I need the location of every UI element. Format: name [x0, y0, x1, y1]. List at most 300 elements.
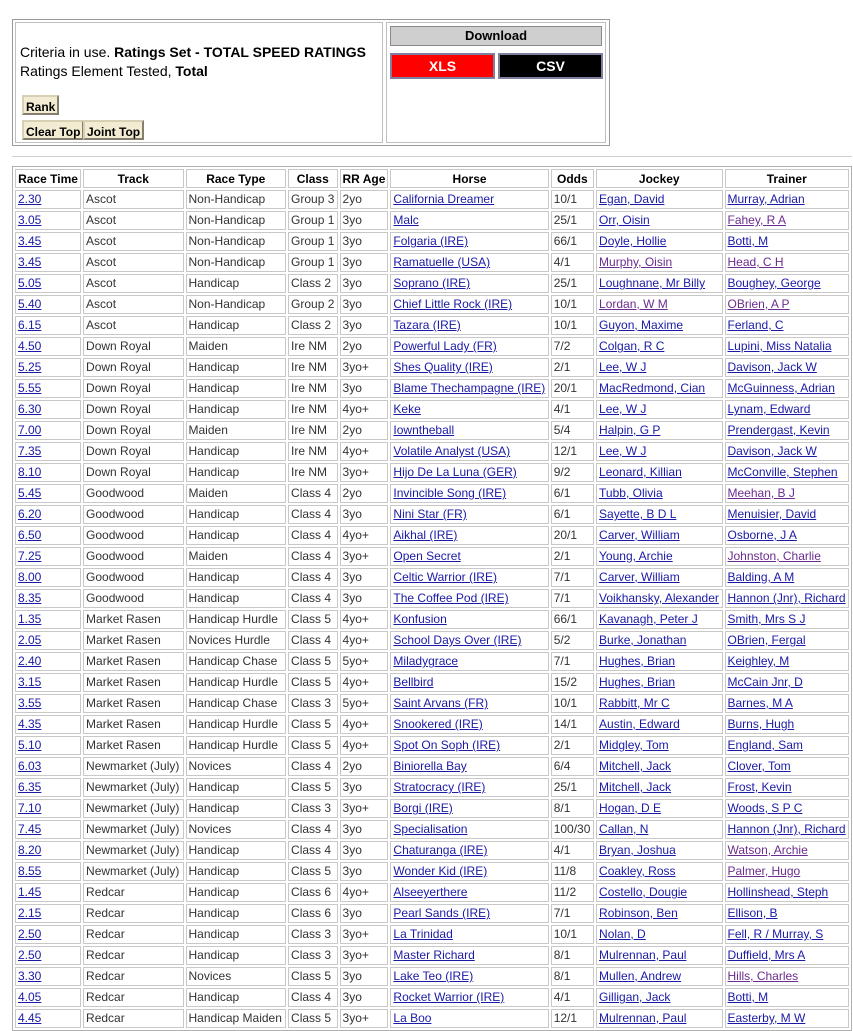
race-type-cell: Handicap — [186, 568, 287, 587]
trainer-link[interactable]: Meehan, B J — [727, 486, 795, 500]
horse-link[interactable]: La Boo — [393, 1011, 432, 1025]
trainer-link[interactable]: OBrien, Fergal — [727, 633, 806, 647]
horse-link[interactable]: Wonder Kid (IRE) — [393, 864, 488, 878]
jockey-link[interactable]: Mullen, Andrew — [599, 969, 682, 983]
age-cell: 3yo — [340, 820, 389, 839]
jockey-cell — [596, 904, 722, 923]
results-body — [15, 190, 849, 1028]
track-cell: Market Rasen — [83, 610, 183, 629]
jockey-cell — [596, 988, 722, 1007]
race-time-link[interactable]: 8.20 — [18, 843, 42, 857]
jockey-link[interactable]: Robinson, Ben — [599, 906, 678, 920]
age-cell: 4yo+ — [340, 610, 389, 629]
race-time-link[interactable]: 5.10 — [18, 738, 42, 752]
horse-link[interactable]: Stratocracy (IRE) — [393, 780, 486, 794]
age-cell: 3yo — [340, 211, 389, 230]
race-time-link[interactable]: 8.10 — [18, 465, 42, 479]
trainer-link[interactable]: Prendergast, Kevin — [727, 423, 830, 437]
horse-cell — [390, 505, 548, 524]
horse-cell — [390, 778, 548, 797]
horse-link[interactable]: California Dreamer — [393, 192, 495, 206]
age-cell: 3yo — [340, 967, 389, 986]
jockey-link[interactable]: Mulrennan, Paul — [599, 1011, 687, 1025]
trainer-link[interactable]: Osborne, J A — [727, 528, 797, 542]
track-cell: Ascot — [83, 295, 183, 314]
race-time-link[interactable]: 3.45 — [18, 234, 42, 248]
horse-cell — [390, 631, 548, 650]
class-cell: Class 4 — [288, 841, 337, 860]
jockey-link[interactable]: Rabbitt, Mr C — [599, 696, 670, 710]
track-cell: Down Royal — [83, 379, 183, 398]
table-row — [15, 778, 849, 797]
race-time-link[interactable]: 7.45 — [18, 822, 42, 836]
trainer-cell — [725, 778, 850, 797]
race-time-link[interactable]: 4.05 — [18, 990, 42, 1004]
age-cell: 3yo — [340, 841, 389, 860]
trainer-link[interactable]: Murray, Adrian — [727, 192, 805, 206]
horse-link[interactable]: Chaturanga (IRE) — [393, 843, 488, 857]
race-time-link[interactable]: 7.25 — [18, 549, 42, 563]
header-race-time[interactable]: Race Time — [15, 169, 81, 188]
trainer-link[interactable]: Botti, M — [727, 234, 769, 248]
class-cell: Ire NM — [288, 379, 337, 398]
jockey-link[interactable]: Austin, Edward — [599, 717, 680, 731]
race-type-cell: Handicap — [186, 778, 287, 797]
table-row — [15, 274, 849, 293]
trainer-link[interactable]: Botti, M — [727, 990, 769, 1004]
odds-cell: 10/1 — [551, 694, 594, 713]
jockey-cell — [596, 505, 722, 524]
horse-link[interactable]: Celtic Warrior (IRE) — [393, 570, 497, 584]
race-time-link[interactable]: 3.15 — [18, 675, 42, 689]
trainer-link[interactable]: Burns, Hugh — [727, 717, 795, 731]
odds-cell: 7/1 — [551, 568, 594, 587]
horse-cell — [390, 190, 548, 209]
odds-cell: 100/30 — [551, 820, 594, 839]
trainer-cell — [725, 715, 850, 734]
horse-link[interactable]: Master Richard — [393, 948, 475, 962]
age-cell: 3yo — [340, 379, 389, 398]
jockey-cell — [596, 568, 722, 587]
trainer-link[interactable]: Smith, Mrs S J — [727, 612, 806, 626]
jockey-link[interactable]: MacRedmond, Cian — [599, 381, 706, 395]
race-time-cell — [15, 652, 81, 671]
jockey-link[interactable]: Midgley, Tom — [599, 738, 669, 752]
trainer-link[interactable]: Balding, A M — [727, 570, 795, 584]
trainer-link[interactable]: Lupini, Miss Natalia — [727, 339, 832, 353]
race-time-link[interactable]: 2.50 — [18, 927, 42, 941]
horse-link[interactable]: La Trinidad — [393, 927, 453, 941]
race-type-cell: Handicap — [186, 988, 287, 1007]
trainer-link[interactable]: Hills, Charles — [727, 969, 799, 983]
jockey-cell — [596, 883, 722, 902]
jockey-link[interactable]: Young, Archie — [599, 549, 673, 563]
horse-link[interactable]: Ramatuelle (USA) — [393, 255, 491, 269]
jockey-link[interactable]: Guyon, Maxime — [599, 318, 684, 332]
race-time-link[interactable]: 3.45 — [18, 255, 42, 269]
horse-link[interactable]: Aikhal (IRE) — [393, 528, 458, 542]
jockey-link[interactable]: Voikhansky, Alexander — [599, 591, 719, 605]
trainer-link[interactable]: Fell, R / Murray, S — [727, 927, 824, 941]
trainer-link[interactable]: Duffield, Mrs A — [727, 948, 806, 962]
trainer-link[interactable]: Davison, Jack W — [727, 444, 817, 458]
trainer-link[interactable]: McGuinness, Adrian — [727, 381, 835, 395]
horse-link[interactable]: Bellbird — [393, 675, 434, 689]
race-type-cell: Handicap — [186, 316, 287, 335]
trainer-cell — [725, 421, 850, 440]
race-time-link[interactable]: 3.55 — [18, 696, 42, 710]
race-time-link[interactable]: 6.30 — [18, 402, 42, 416]
trainer-link[interactable]: Keighley, M — [727, 654, 790, 668]
horse-cell — [390, 988, 548, 1007]
horse-link[interactable]: Iowntheball — [393, 423, 455, 437]
class-cell: Class 6 — [288, 883, 337, 902]
track-cell: Redcar — [83, 883, 183, 902]
jockey-link[interactable]: Loughnane, Mr Billy — [599, 276, 706, 290]
age-cell: 2yo — [340, 484, 389, 503]
race-time-cell — [15, 337, 81, 356]
race-time-link[interactable]: 2.15 — [18, 906, 42, 920]
race-type-cell: Handicap Chase — [186, 694, 287, 713]
horse-cell — [390, 841, 548, 860]
horse-link[interactable]: Specialisation — [393, 822, 468, 836]
race-time-cell — [15, 862, 81, 881]
race-time-link[interactable]: 7.35 — [18, 444, 42, 458]
horse-link[interactable]: Biniorella Bay — [393, 759, 467, 773]
class-cell: Ire NM — [288, 400, 337, 419]
trainer-cell — [725, 526, 850, 545]
age-cell: 2yo — [340, 190, 389, 209]
age-cell: 3yo — [340, 253, 389, 272]
header-jockey[interactable]: Jockey — [596, 169, 722, 188]
horse-link[interactable]: Saint Arvans (FR) — [393, 696, 489, 710]
trainer-link[interactable]: England, Sam — [727, 738, 803, 752]
table-row — [15, 505, 849, 524]
horse-link[interactable]: The Coffee Pod (IRE) — [393, 591, 509, 605]
jockey-link[interactable]: Hughes, Brian — [599, 675, 676, 689]
odds-cell: 6/4 — [551, 757, 594, 776]
race-type-cell: Handicap — [186, 589, 287, 608]
trainer-cell — [725, 694, 850, 713]
class-cell: Group 3 — [288, 190, 337, 209]
jockey-link[interactable]: Lee, W J — [599, 360, 647, 374]
table-row — [15, 988, 849, 1007]
jockey-cell — [596, 1009, 722, 1028]
race-time-link[interactable]: 5.40 — [18, 297, 42, 311]
race-time-link[interactable]: 8.35 — [18, 591, 42, 605]
horse-link[interactable]: Rocket Warrior (IRE) — [393, 990, 505, 1004]
horse-link[interactable]: Chief Little Rock (IRE) — [393, 297, 513, 311]
horse-link[interactable]: Borgi (IRE) — [393, 801, 453, 815]
class-cell: Class 3 — [288, 925, 337, 944]
race-time-link[interactable]: 5.25 — [18, 360, 42, 374]
table-row — [15, 484, 849, 503]
header-rr-age[interactable]: RR Age — [340, 169, 389, 188]
jockey-cell — [596, 337, 722, 356]
trainer-link[interactable]: McCain Jnr, D — [727, 675, 803, 689]
race-type-cell: Handicap Maiden — [186, 1009, 287, 1028]
jockey-link[interactable]: Nolan, D — [599, 927, 646, 941]
horse-link[interactable]: Alseeyerthere — [393, 885, 468, 899]
jockey-link[interactable]: Costello, Dougie — [599, 885, 688, 899]
race-time-link[interactable]: 6.03 — [18, 759, 42, 773]
horse-cell — [390, 967, 548, 986]
race-time-cell — [15, 568, 81, 587]
jockey-link[interactable]: Tubb, Olivia — [599, 486, 663, 500]
jockey-link[interactable]: Halpin, G P — [599, 423, 661, 437]
horse-link[interactable]: Blame Thechampagne (IRE) — [393, 381, 546, 395]
trainer-cell — [725, 1009, 850, 1028]
race-time-link[interactable]: 4.35 — [18, 717, 42, 731]
race-time-link[interactable]: 3.30 — [18, 969, 42, 983]
jockey-link[interactable]: Carver, William — [599, 570, 680, 584]
race-time-cell — [15, 526, 81, 545]
trainer-link[interactable]: Palmer, Hugo — [727, 864, 801, 878]
race-time-link[interactable]: 4.45 — [18, 1011, 42, 1025]
horse-link[interactable]: Shes Quality (IRE) — [393, 360, 493, 374]
odds-cell: 66/1 — [551, 232, 594, 251]
trainer-cell — [725, 253, 850, 272]
horse-link[interactable]: Volatile Analyst (USA) — [393, 444, 511, 458]
trainer-link[interactable]: Menuisier, David — [727, 507, 817, 521]
table-row — [15, 463, 849, 482]
race-time-link[interactable]: 5.05 — [18, 276, 42, 290]
horse-link[interactable]: Malc — [393, 213, 419, 227]
horse-link[interactable]: Folgaria (IRE) — [393, 234, 469, 248]
trainer-cell — [725, 967, 850, 986]
trainer-link[interactable]: Lynam, Edward — [727, 402, 811, 416]
joint-top-button[interactable]: Joint Top — [83, 120, 144, 140]
odds-cell: 25/1 — [551, 211, 594, 230]
trainer-cell — [725, 946, 850, 965]
header-trainer[interactable]: Trainer — [725, 169, 850, 188]
horse-link[interactable]: Miladygrace — [393, 654, 459, 668]
trainer-link[interactable]: Clover, Tom — [727, 759, 791, 773]
jockey-link[interactable]: Bryan, Joshua — [599, 843, 676, 857]
horse-cell — [390, 820, 548, 839]
race-time-link[interactable]: 2.40 — [18, 654, 42, 668]
track-cell: Ascot — [83, 253, 183, 272]
trainer-cell — [725, 400, 850, 419]
race-time-link[interactable]: 5.45 — [18, 486, 42, 500]
trainer-link[interactable]: Woods, S P C — [727, 801, 803, 815]
results-table — [12, 166, 852, 1031]
jockey-link[interactable]: Coakley, Ross — [599, 864, 676, 878]
trainer-link[interactable]: OBrien, A P — [727, 297, 790, 311]
jockey-link[interactable]: Mulrennan, Paul — [599, 948, 687, 962]
race-time-link[interactable]: 2.05 — [18, 633, 42, 647]
race-time-link[interactable]: 5.55 — [18, 381, 42, 395]
horse-cell — [390, 694, 548, 713]
horse-link[interactable]: Keke — [393, 402, 421, 416]
race-time-link[interactable]: 6.20 — [18, 507, 42, 521]
horse-link[interactable]: Nini Star (FR) — [393, 507, 467, 521]
jockey-cell — [596, 442, 722, 461]
trainer-cell — [725, 610, 850, 629]
trainer-link[interactable]: Davison, Jack W — [727, 360, 817, 374]
horse-cell — [390, 274, 548, 293]
trainer-link[interactable]: Watson, Archie — [727, 843, 808, 857]
jockey-cell — [596, 589, 722, 608]
table-row — [15, 673, 849, 692]
track-cell: Goodwood — [83, 484, 183, 503]
horse-cell — [390, 652, 548, 671]
table-row — [15, 736, 849, 755]
horse-cell — [390, 463, 548, 482]
jockey-link[interactable]: Burke, Jonathan — [599, 633, 687, 647]
horse-cell — [390, 295, 548, 314]
jockey-cell — [596, 253, 722, 272]
horse-link[interactable]: Pearl Sands (IRE) — [393, 906, 491, 920]
jockey-cell — [596, 547, 722, 566]
jockey-link[interactable]: Gilligan, Jack — [599, 990, 671, 1004]
horse-cell — [390, 673, 548, 692]
jockey-link[interactable]: Leonard, Killian — [599, 465, 682, 479]
age-cell: 3yo — [340, 904, 389, 923]
trainer-link[interactable]: Barnes, M A — [727, 696, 793, 710]
xls-download-button[interactable]: XLS — [390, 53, 495, 79]
jockey-cell — [596, 673, 722, 692]
race-time-link[interactable]: 4.50 — [18, 339, 42, 353]
trainer-link[interactable]: Ferland, C — [727, 318, 784, 332]
race-time-link[interactable]: 6.15 — [18, 318, 42, 332]
age-cell: 3yo — [340, 589, 389, 608]
track-cell: Market Rasen — [83, 736, 183, 755]
table-row — [15, 946, 849, 965]
jockey-cell — [596, 946, 722, 965]
jockey-link[interactable]: Lee, W J — [599, 444, 647, 458]
jockey-link[interactable]: Doyle, Hollie — [599, 234, 667, 248]
horse-link[interactable]: Invincible Song (IRE) — [393, 486, 507, 500]
trainer-link[interactable]: Johnston, Charlie — [727, 549, 821, 563]
header-race-type[interactable]: Race Type — [186, 169, 287, 188]
horse-cell — [390, 358, 548, 377]
trainer-cell — [725, 589, 850, 608]
race-time-link[interactable]: 1.35 — [18, 612, 42, 626]
jockey-link[interactable]: Carver, William — [599, 528, 680, 542]
jockey-link[interactable]: Egan, David — [599, 192, 665, 206]
race-type-cell: Handicap Hurdle — [186, 673, 287, 692]
horse-link[interactable]: Tazara (IRE) — [393, 318, 461, 332]
csv-download-button[interactable]: CSV — [498, 53, 603, 79]
race-time-cell — [15, 421, 81, 440]
trainer-link[interactable]: McConville, Stephen — [727, 465, 838, 479]
class-cell: Class 4 — [288, 988, 337, 1007]
jockey-link[interactable]: Murphy, Oisin — [599, 255, 673, 269]
jockey-cell — [596, 736, 722, 755]
jockey-link[interactable]: Kavanagh, Peter J — [599, 612, 698, 626]
clear-top-button[interactable]: Clear Top — [22, 120, 84, 140]
jockey-link[interactable]: Lee, W J — [599, 402, 647, 416]
jockey-link[interactable]: Callan, N — [599, 822, 649, 836]
jockey-link[interactable]: Mitchell, Jack — [599, 780, 672, 794]
trainer-link[interactable]: Hollinshead, Steph — [727, 885, 829, 899]
horse-link[interactable]: Konfusion — [393, 612, 447, 626]
race-time-link[interactable]: 2.30 — [18, 192, 42, 206]
race-time-cell — [15, 799, 81, 818]
trainer-link[interactable]: Easterby, M W — [727, 1011, 806, 1025]
race-time-link[interactable]: 8.55 — [18, 864, 42, 878]
race-time-cell — [15, 925, 81, 944]
trainer-link[interactable]: Frost, Kevin — [727, 780, 792, 794]
horse-cell — [390, 925, 548, 944]
race-type-cell: Handicap — [186, 841, 287, 860]
header-horse[interactable]: Horse — [390, 169, 548, 188]
age-cell: 3yo+ — [340, 925, 389, 944]
trainer-link[interactable]: Hannon (Jnr), Richard — [727, 591, 846, 605]
race-type-cell: Handicap — [186, 442, 287, 461]
track-cell: Newmarket (July) — [83, 841, 183, 860]
horse-link[interactable]: Soprano (IRE) — [393, 276, 471, 290]
horse-link[interactable]: Lake Teo (IRE) — [393, 969, 474, 983]
race-time-link[interactable]: 7.10 — [18, 801, 42, 815]
race-time-link[interactable]: 1.45 — [18, 885, 42, 899]
race-time-cell — [15, 589, 81, 608]
rank-button[interactable]: Rank — [22, 95, 59, 115]
horse-link[interactable]: Hijo De La Luna (GER) — [393, 465, 517, 479]
jockey-cell — [596, 316, 722, 335]
trainer-link[interactable]: Head, C H — [727, 255, 784, 269]
trainer-link[interactable]: Fahey, R A — [727, 213, 786, 227]
trainer-cell — [725, 547, 850, 566]
race-time-link[interactable]: 6.50 — [18, 528, 42, 542]
jockey-link[interactable]: Lordan, W M — [599, 297, 668, 311]
horse-link[interactable]: Open Secret — [393, 549, 461, 563]
horse-link[interactable]: Spot On Soph (IRE) — [393, 738, 501, 752]
trainer-link[interactable]: Hannon (Jnr), Richard — [727, 822, 846, 836]
trainer-link[interactable]: Boughey, George — [727, 276, 821, 290]
horse-link[interactable]: Snookered (IRE) — [393, 717, 483, 731]
race-time-cell — [15, 778, 81, 797]
race-time-link[interactable]: 3.05 — [18, 213, 42, 227]
trainer-cell — [725, 568, 850, 587]
race-time-cell — [15, 232, 81, 251]
trainer-link[interactable]: Ellison, B — [727, 906, 778, 920]
class-cell: Class 5 — [288, 673, 337, 692]
jockey-link[interactable]: Mitchell, Jack — [599, 759, 672, 773]
jockey-cell — [596, 820, 722, 839]
race-time-cell — [15, 904, 81, 923]
jockey-link[interactable]: Colgan, R C — [599, 339, 665, 353]
jockey-link[interactable]: Sayette, B D L — [599, 507, 677, 521]
race-time-link[interactable]: 2.50 — [18, 948, 42, 962]
jockey-link[interactable]: Hughes, Brian — [599, 654, 676, 668]
track-cell: Goodwood — [83, 568, 183, 587]
race-type-cell: Handicap Chase — [186, 652, 287, 671]
race-time-link[interactable]: 8.00 — [18, 570, 42, 584]
race-type-cell: Novices — [186, 820, 287, 839]
odds-cell: 12/1 — [551, 442, 594, 461]
jockey-link[interactable]: Orr, Oisin — [599, 213, 650, 227]
jockey-cell — [596, 274, 722, 293]
header-odds[interactable]: Odds — [551, 169, 594, 188]
header-track[interactable]: Track — [83, 169, 183, 188]
race-time-cell — [15, 211, 81, 230]
horse-cell — [390, 484, 548, 503]
jockey-cell — [596, 526, 722, 545]
race-time-link[interactable]: 7.00 — [18, 423, 42, 437]
horse-link[interactable]: School Days Over (IRE) — [393, 633, 522, 647]
age-cell: 3yo+ — [340, 799, 389, 818]
horse-link[interactable]: Powerful Lady (FR) — [393, 339, 497, 353]
track-cell: Market Rasen — [83, 694, 183, 713]
trainer-cell — [725, 316, 850, 335]
header-class[interactable]: Class — [288, 169, 337, 188]
race-type-cell: Handicap — [186, 946, 287, 965]
race-time-link[interactable]: 6.35 — [18, 780, 42, 794]
jockey-link[interactable]: Hogan, D E — [599, 801, 662, 815]
ratings-set-label: Ratings Set - TOTAL SPEED RATINGS — [114, 44, 366, 60]
